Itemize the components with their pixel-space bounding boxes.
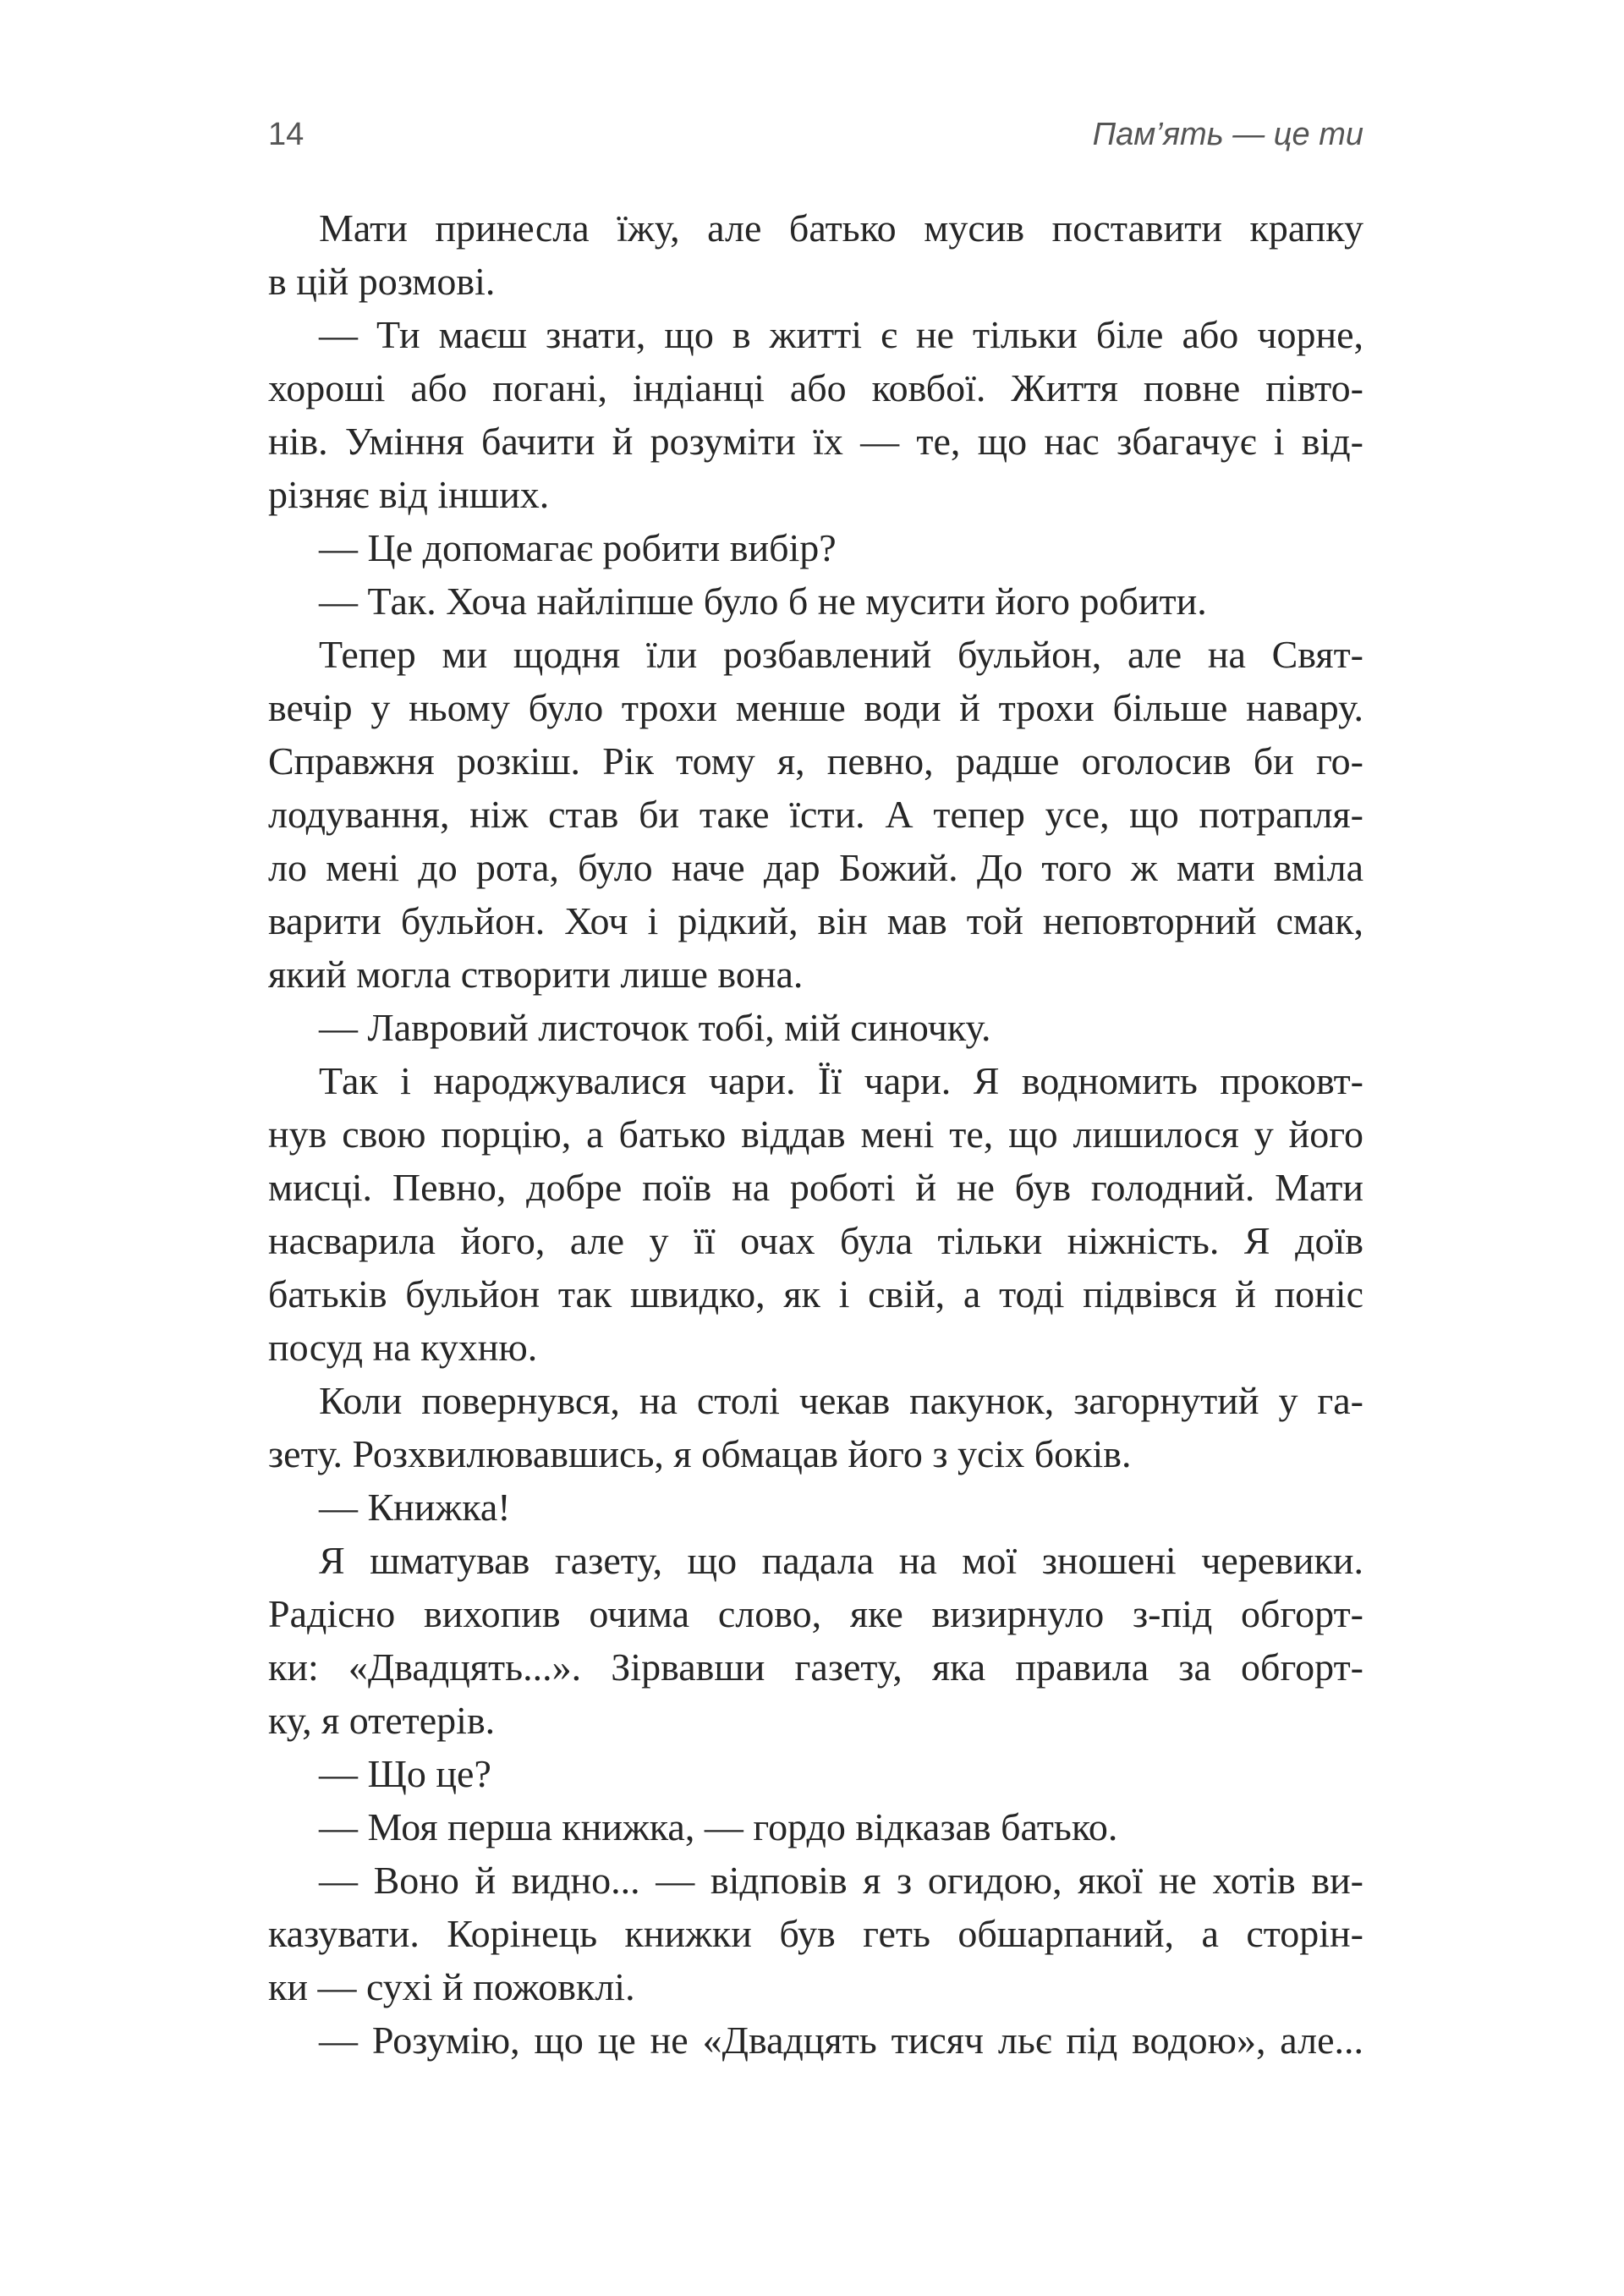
text-line: — Це допомагає робити вибір? <box>319 526 837 569</box>
text-line: — Воно й видно... — відповів я з огидою, якої не хотів ви- <box>319 1859 1363 1902</box>
text-line: насварила його, але у її очах була тільки ніжність. Я доїв <box>268 1219 1363 1262</box>
text-line: ку, я отетерів. <box>268 1699 496 1742</box>
text-line: нів. Уміння бачити й розуміти їх — те, що нас збагачує і від- <box>268 420 1363 463</box>
text-line: Справжня розкіш. Рік тому я, певно, радше оголосив би го- <box>268 739 1363 783</box>
text-line: ки: «Двадцять...». Зірвавши газету, яка правила за обгорт- <box>268 1645 1363 1689</box>
text-line: — Розумію, що це не «Двадцять тисяч льє під водою», але... <box>319 2019 1363 2062</box>
running-title: Пам’ять — це ти <box>1092 117 1363 152</box>
text-line: вечір у ньому було трохи менше води й трохи більше навару. <box>268 686 1363 729</box>
text-line: різняє від інших. <box>268 473 550 516</box>
text-line: — Що це? <box>319 1752 491 1795</box>
text-line: зету. Розхвилювавшись, я обмацав його з усіх боків. <box>268 1432 1132 1475</box>
text-line: ки — сухі й пожовклі. <box>268 1965 635 2008</box>
text-line: — Лавровий листочок тобі, мій синочку. <box>319 1006 991 1049</box>
text-line: посуд на кухню. <box>268 1326 538 1369</box>
text-line: Так і народжувалися чари. Її чари. Я водномить проковт- <box>319 1059 1363 1102</box>
text-line: — Ти маєш знати, що в житті є не тільки біле або чорне, <box>319 313 1363 356</box>
page-body-text <box>268 201 1363 2067</box>
page-number: 14 <box>268 117 304 152</box>
text-line: Я шматував газету, що падала на мої зношені черевики. <box>319 1539 1363 1582</box>
text-line: хороші або погані, індіанці або ковбої. Життя повне півто- <box>268 366 1363 409</box>
text-line: який могла створити лише вона. <box>268 953 804 996</box>
text-line: — Моя перша книжка, — гордо відказав батько. <box>319 1805 1118 1848</box>
text-line: Мати принесла їжу, але батько мусив поставити крапку <box>319 206 1363 250</box>
text-line: нув свою порцію, а батько віддав мені те, що лишилося у його <box>268 1112 1363 1156</box>
text-line: казувати. Корінець книжки був геть обшарпаний, а сторін- <box>268 1912 1363 1955</box>
text-line: — Так. Хоча найліпше було б не мусити його робити. <box>319 579 1207 623</box>
text-line: мисці. Певно, добре поїв на роботі й не був голодний. Мати <box>268 1166 1363 1209</box>
text-line: ло мені до рота, було наче дар Божий. До того ж мати вміла <box>268 846 1363 889</box>
text-line: Тепер ми щодня їли розбавлений бульйон, але на Свят- <box>319 633 1363 676</box>
text-line: в цій розмові. <box>268 260 496 303</box>
text-line: Радісно вихопив очима слово, яке визирнуло з-під обгорт- <box>268 1592 1363 1635</box>
text-line: Коли повернувся, на столі чекав пакунок, загорнутий у га- <box>319 1379 1363 1422</box>
text-line: — Книжка! <box>319 1486 511 1529</box>
text-line: лодування, ніж став би таке їсти. А тепер усе, що потрапля- <box>268 793 1363 836</box>
text-line: батьків бульйон так швидко, як і свій, а тоді підвівся й поніс <box>268 1272 1363 1316</box>
text-line: варити бульйон. Хоч і рідкий, він мав той неповторний смак, <box>268 899 1363 942</box>
